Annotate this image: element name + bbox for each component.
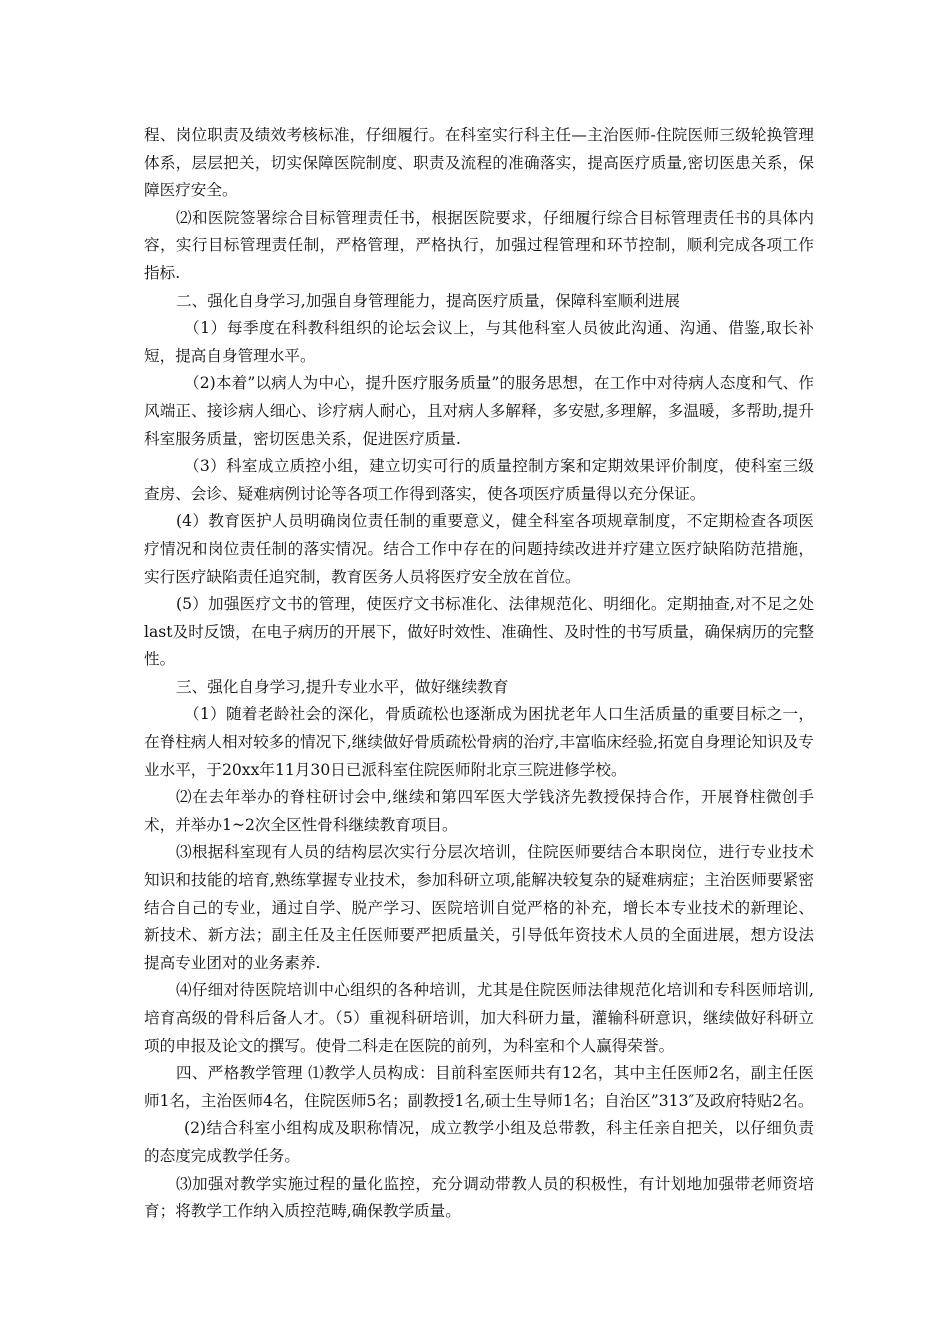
paragraph-item: (2)结合科室小组构成及职称情况，成立教学小组及总带教，科主任亲自把关，以仔细负责的态度完成教学任务。: [144, 1119, 814, 1165]
paragraph-item: （1）随着老龄社会的深化，骨质疏松也逐渐成为困扰老年人口生活质量的重要目标之一，在脊柱病人相对较多的情况下,继续做好骨质疏松骨病的治疗,丰富临床经验,拓宽自身理论知识及专业水平，于20xx年11月30日已派科室住院医师附北京三院进修学校。: [144, 705, 814, 779]
document-body: [144, 122, 814, 1226]
section-heading: 三、强化自身学习,提升专业水平，做好继续教育: [176, 677, 509, 696]
paragraph-item: (4）教育医护人员明确岗位责任制的重要意义，健全科室各项规章制度，不定期检查各项医疗情况和岗位责任制的落实情况。结合工作中存在的问题持续改进并疗建立医疗缺陷防范措施，实行医疗缺陷责任追究制，教育医务人员将医疗安全放在首位。: [144, 512, 814, 586]
paragraph-continuation: 程、岗位职责及绩效考核标准，仔细履行。在科室实行科主任—主治医师-住院医师三级轮换管理体系，层层把关，切实保障医院制度、职责及流程的准确落实，提高医疗质量,密切医患关系，保障医疗安全。: [144, 126, 814, 200]
paragraph-item: （2)本着”以病人为中心，提升医疗服务质量”的服务思想，在工作中对待病人态度和气、作风端正、接诊病人细心、诊疗病人耐心，且对病人多解释，多安慰,多理解，多温暖，多帮助,提升科室服务质量，密切医患关系，促进医疗质量.: [144, 374, 814, 448]
paragraph-item: （3）科室成立质控小组，建立切实可行的质量控制方案和定期效果评价制度，使科室三级查房、会诊、疑难病例讨论等各项工作得到落实，使各项医疗质量得以充分保证。: [144, 457, 814, 503]
paragraph-item: ⑶加强对教学实施过程的量化监控，充分调动带教人员的积极性，有计划地加强带老师资培育；将教学工作纳入质控范畴,确保教学质量。: [144, 1174, 814, 1221]
paragraph-item: ⑵在去年举办的脊柱研讨会中,继续和第四军医大学钱济先教授保持合作，开展脊柱微创手术，并举办1~2次全区性骨科继续教育项目。: [144, 788, 814, 834]
paragraph-item: ⑶根据科室现有人员的结构层次实行分层次培训，住院医师要结合本职岗位，进行专业技术知识和技能的培育,熟练掌握专业技术，参加科研立项,能解决较复杂的疑难病症；主治医师要紧密结合自己的专业，通过自学、脱产学习、医院培训自觉严格的补充，增长本专业技术的新理论、新技术、新方法；副主任及主任医师要严把质量关，引导低年资技术人员的全面进展，想方设法提高专业团对的业务素养.: [144, 843, 814, 972]
section-heading: 二、强化自身学习,加强自身管理能力，提高医疗质量，保障科室顺利进展: [176, 291, 680, 310]
section-heading: 四、严格教学管理 ⑴教学人员构成：目前科室医师共有12名，其中主任医师2名，副主任医师1名，主治医师4名，住院医师5名；副教授1名,硕士生导师1名；自治区”313″及政府特贴2名。: [144, 1064, 814, 1110]
paragraph-item: (5）加强医疗文书的管理，使医疗文书标准化、法律规范化、明细化。定期抽查,对不足之处last及时反馈，在电子病历的开展下，做好时效性、准确性、及时性的书写质量，确保病历的完整性。: [144, 595, 814, 669]
paragraph-item: ⑷仔细对待医院培训中心组织的各种培训，尤其是住院医师法律规范化培训和专科医师培训,培育高级的骨科后备人才。（5）重视科研培训，加大科研力量，灌输科研意识，继续做好科研立项的申报及论文的撰写。使骨二科走在医院的前列，为科室和个人赢得荣誉。: [144, 981, 814, 1055]
paragraph-item: （1）每季度在科教科组织的论坛会议上，与其他科室人员彼此沟通、沟通、借鉴,取长补短，提高自身管理水平。: [144, 319, 814, 365]
paragraph-item: ⑵和医院签署综合目标管理责任书，根据医院要求，仔细履行综合目标管理责任书的具体内容，实行目标管理责任制，严格管理，严格执行，加强过程管理和环节控制，顺利完成各项工作指标.: [144, 208, 814, 282]
